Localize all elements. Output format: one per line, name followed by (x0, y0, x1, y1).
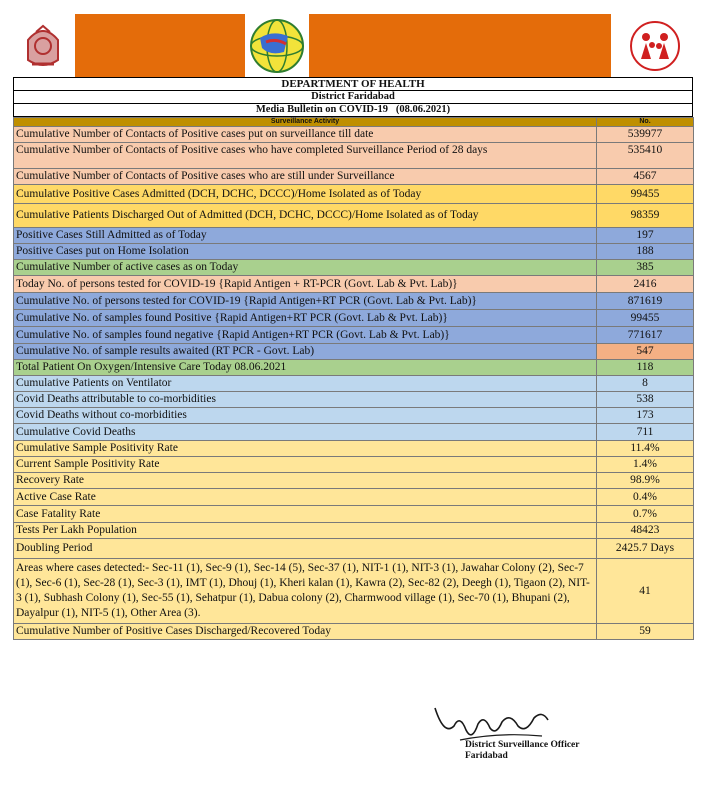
row-value: 538 (597, 392, 694, 408)
table-row (14, 457, 694, 473)
row-value: 4567 (597, 169, 694, 185)
table-row (14, 539, 694, 559)
row-value: 0.7% (597, 506, 694, 523)
table-row (14, 360, 694, 376)
family-welfare-logo-icon (617, 14, 693, 77)
row-label: Recovery Rate (14, 473, 597, 489)
row-label: Active Case Rate (14, 489, 597, 506)
row-value: 771617 (597, 327, 694, 344)
discharged-today-value: 59 (597, 624, 694, 640)
row-value: 118 (597, 360, 694, 376)
table-row (14, 127, 694, 143)
row-label: Cumulative No. of samples found Positive {Rapid Antigen+RT PCR (Govt. Lab & Pvt. Lab)} (14, 310, 597, 327)
row-label: Current Sample Positivity Rate (14, 457, 597, 473)
row-label: Positive Cases Still Admitted as of Today (14, 228, 597, 244)
row-value: 2425.7 Days (597, 539, 694, 559)
row-value: 539977 (597, 127, 694, 143)
table-row (14, 310, 694, 327)
row-value: 99455 (597, 185, 694, 204)
row-label: Cumulative Number of Contacts of Positive cases who are still under Surveillance (14, 169, 597, 185)
areas-label: Areas where cases detected:- Sec-11 (1), Sec-9 (1), Sec-14 (5), Sec-37 (1), NIT-1 (1), NIT-3 (1), Jawahar Colony (2), Sec-7 (1), Sec-6 (1), Sec-28 (1), Sec-3 (1), IMT (1), Dhouj (1), Kheri kalan (1), Kawra (2), Sec-82 (2), Deegh (1), Tigaon (2), NIT-3 (1), Subhash Colony (1), Sec-55 (1), Sehatpur (1), Dabua colony (2), Charmwood village (1), Sec-70 (1), Bhupani (2), Dayalpur (1), NIT-5 (1), Other Area (3). (14, 559, 597, 624)
row-label: Cumulative Patients on Ventilator (14, 376, 597, 392)
column-header-row (14, 118, 694, 127)
table-row (14, 506, 694, 523)
row-label: Cumulative No. of persons tested for COVID-19 {Rapid Antigen+RT PCR (Govt. Lab & Pvt. Lab)} (14, 293, 597, 310)
row-label: Tests Per Lakh Population (14, 523, 597, 539)
department-title: DEPARTMENT OF HEALTH (13, 77, 693, 91)
bulletin-table (13, 117, 694, 640)
table-row (14, 489, 694, 506)
haryana-emblem-icon (13, 14, 73, 77)
row-value: 535410 (597, 143, 694, 169)
row-label: Cumulative Number of Contacts of Positive cases who have completed Surveillance Period of 28 days (14, 143, 597, 169)
discharged-today-label: Cumulative Number of Positive Cases Discharged/Recovered Today (14, 624, 597, 640)
row-value: 98.9% (597, 473, 694, 489)
row-label: Cumulative Patients Discharged Out of Admitted (DCH, DCHC, DCCC)/Home Isolated as of Today (14, 204, 597, 228)
table-row (14, 424, 694, 441)
bulletin-title: Media Bulletin on COVID-19 (08.06.2021) (13, 104, 693, 117)
row-value: 871619 (597, 293, 694, 310)
table-row (14, 169, 694, 185)
row-value: 99455 (597, 310, 694, 327)
table-row (14, 441, 694, 457)
table-row (14, 473, 694, 489)
table-row (14, 204, 694, 228)
table-row (14, 408, 694, 424)
row-value: 1.4% (597, 457, 694, 473)
table-row (14, 143, 694, 169)
row-value: 711 (597, 424, 694, 441)
row-value: 8 (597, 376, 694, 392)
table-row (14, 276, 694, 293)
row-label: Cumulative Positive Cases Admitted (DCH, DCHC, DCCC)/Home Isolated as of Today (14, 185, 597, 204)
table-row (14, 376, 694, 392)
row-value: 2416 (597, 276, 694, 293)
row-value: 48423 (597, 523, 694, 539)
row-label: Cumulative Covid Deaths (14, 424, 597, 441)
row-label: Cumulative Number of Contacts of Positive cases put on surveillance till date (14, 127, 597, 143)
table-row (14, 327, 694, 344)
table-row (14, 293, 694, 310)
table-row (14, 523, 694, 539)
column-header-activity: Surveillance Activity (14, 118, 597, 127)
row-label: Doubling Period (14, 539, 597, 559)
signature-designation: District Surveillance Officer (465, 740, 580, 750)
bulletin-sheet (13, 14, 693, 640)
row-label: Case Fatality Rate (14, 506, 597, 523)
row-value: 547 (597, 344, 694, 360)
row-label: Total Patient On Oxygen/Intensive Care Today 08.06.2021 (14, 360, 597, 376)
row-label: Positive Cases put on Home Isolation (14, 244, 597, 260)
row-value: 188 (597, 244, 694, 260)
row-label: Covid Deaths attributable to co-morbidities (14, 392, 597, 408)
row-label: Cumulative No. of sample results awaited (RT PCR - Govt. Lab) (14, 344, 597, 360)
table-row (14, 260, 694, 276)
table-row (14, 344, 694, 360)
row-value: 173 (597, 408, 694, 424)
globe-logo-icon (245, 14, 309, 77)
areas-row (14, 559, 694, 624)
table-row (14, 244, 694, 260)
header-banner (13, 14, 693, 77)
row-value: 0.4% (597, 489, 694, 506)
row-label: Today No. of persons tested for COVID-19 {Rapid Antigen + RT-PCR (Govt. Lab & Pvt. Lab)} (14, 276, 597, 293)
row-value: 11.4% (597, 441, 694, 457)
row-value: 98359 (597, 204, 694, 228)
signature-caption (465, 740, 580, 762)
signature (430, 696, 670, 776)
discharged-today-row (14, 624, 694, 640)
column-header-number: No. (597, 118, 694, 127)
table-row (14, 185, 694, 204)
row-value: 197 (597, 228, 694, 244)
row-label: Cumulative Sample Positivity Rate (14, 441, 597, 457)
areas-value: 41 (597, 559, 694, 624)
table-row (14, 392, 694, 408)
signature-district: Faridabad (465, 751, 508, 761)
row-label: Covid Deaths without co-morbidities (14, 408, 597, 424)
row-label: Cumulative No. of samples found negative {Rapid Antigen+RT PCR (Govt. Lab & Pvt. Lab)} (14, 327, 597, 344)
orange-band-left (75, 14, 245, 77)
row-value: 385 (597, 260, 694, 276)
district-title: District Faridabad (13, 91, 693, 104)
orange-band-right (309, 14, 611, 77)
table-row (14, 228, 694, 244)
row-label: Cumulative Number of active cases as on Today (14, 260, 597, 276)
